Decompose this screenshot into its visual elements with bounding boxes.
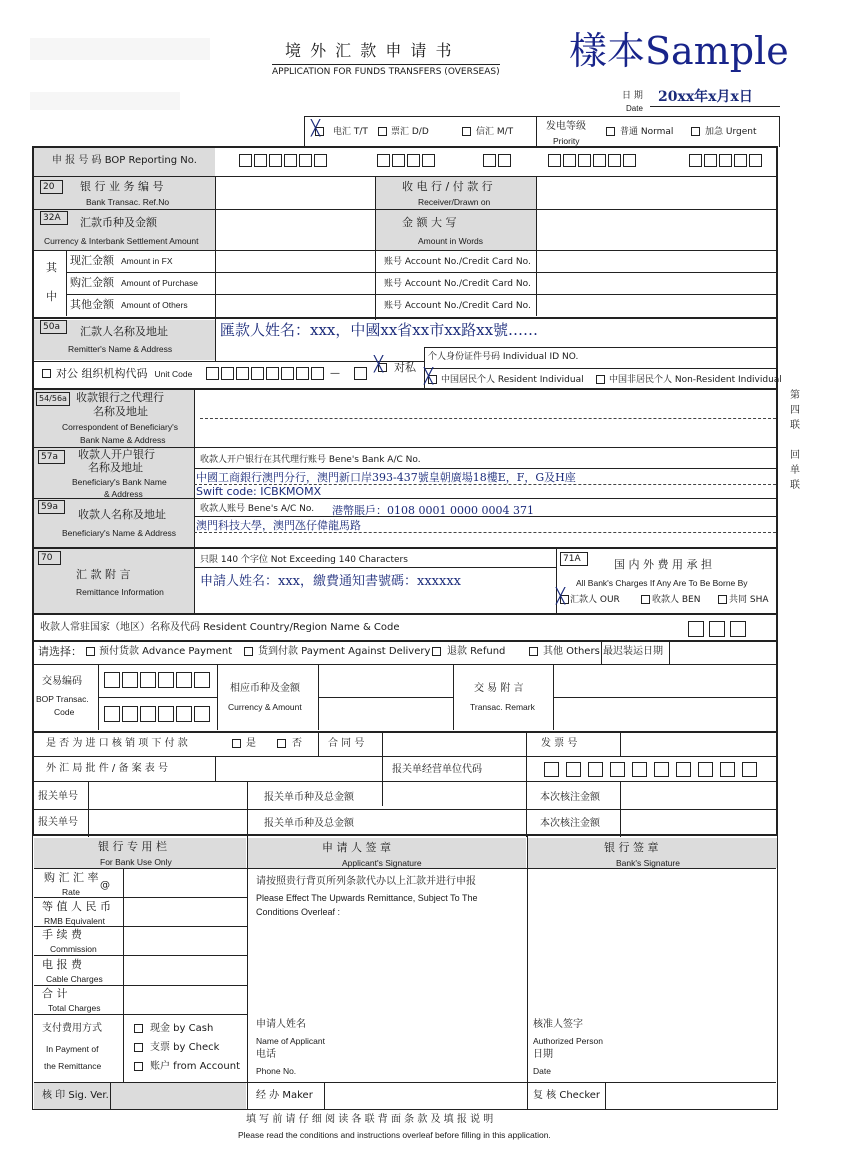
currency-label: 汇款币种及金额 [80, 216, 157, 229]
instruction-text-cn: 请按照贵行背页所列条款代办以上汇款并进行申报 [256, 876, 476, 887]
resident-checkmark: ╳ [424, 367, 434, 385]
instruction-text-en: Please Effect The Upwards Remittance, Subject To The [256, 893, 478, 903]
amount-words-label: 金 额 大 写 [402, 216, 457, 229]
id-no-label: 个人身份证件号码 Individual ID NO. [428, 352, 579, 362]
bank-sig-header: 银 行 签 章 [604, 841, 659, 854]
field-70-tag: 70 [38, 551, 61, 565]
bene-acct-value[interactable]: 港幣賬戶：0108 0001 0000 0004 371 [332, 504, 534, 517]
field-32a-tag: 32A [40, 211, 68, 225]
remittance-info-label-en: Remittance Information [76, 587, 164, 597]
choose-label: 请选择： [38, 645, 82, 658]
private-label: 对私 [394, 361, 416, 374]
customs-unit-label: 报关单经营单位代码 [392, 764, 482, 775]
purchase-amount-label: 购汇金额 Amount of Purchase [70, 276, 199, 289]
bank-date-label-en: Date [533, 1066, 551, 1076]
receiver-label: 收 电 行 / 付 款 行 [402, 180, 493, 193]
method-dd[interactable]: 票汇 D/D [391, 127, 429, 137]
char-limit-label: 只限 140 个字位 Not Exceeding 140 Characters [200, 555, 408, 565]
bank-date-label: 日期 [533, 1049, 553, 1060]
nonresident-label: 中国非居民个人 Non-Resident Individual [609, 375, 782, 385]
phone-label: 电话 [256, 1049, 276, 1060]
applicant-name-label-en: Name of Applicant [256, 1036, 325, 1046]
charges-sha[interactable]: 共同 SHA [729, 595, 769, 605]
charges-our[interactable]: 汇款人 OUR [570, 595, 620, 605]
date-value: 20xx年x月x日 [658, 89, 753, 105]
form-title-en: APPLICATION FOR FUNDS TRANSFERS (OVERSEAS) [272, 64, 500, 78]
priority-normal[interactable]: 普通 Normal [620, 127, 674, 137]
bene-bank-label-en: Beneficiary's Bank Name [72, 477, 167, 487]
priority-urgent[interactable]: 加急 Urgent [705, 127, 757, 137]
applicant-name-label: 申请人姓名 [256, 1019, 306, 1030]
declaration-no-label-1: 报关单号 [38, 791, 78, 802]
field-59a-tag: 59a [38, 500, 65, 514]
private-checkmark: ╳ [374, 355, 384, 373]
bene-bank-value[interactable]: 中國工商銀行澳門分行，澳門新口岸393-437號皇朝廣場18樓E，F，G及H座 [196, 471, 576, 484]
our-checkmark: ╳ [556, 587, 566, 605]
payment-against-delivery[interactable]: 货到付款 Payment Against Delivery [258, 646, 431, 657]
method-tt[interactable]: 电汇 T/T [333, 127, 368, 137]
remittance-info-value[interactable]: 申請人姓名：xxx，繳費通知書號碼：xxxxxx [200, 574, 461, 589]
authorized-label: 核准人签字 [533, 1019, 583, 1030]
transac-remark-label-en: Transac. Remark [470, 702, 535, 712]
applicant-sig-header-en: Applicant's Signature [342, 858, 422, 868]
safe-approval-label: 外 汇 局 批 件 / 备 案 表 号 [46, 763, 168, 774]
declaration-no-label-2: 报关单号 [38, 817, 78, 828]
charges-label-en: All Bank's Charges If Any Are To Be Borne By [576, 578, 748, 588]
bank-sig-header-en: Bank's Signature [616, 858, 680, 868]
bene-bank-acct-label: 收款人开户银行在其代理行账号 Bene's Bank A/C No. [200, 455, 421, 465]
charges-ben[interactable]: 收款人 BEN [652, 595, 701, 605]
field-50a-tag: 50a [40, 320, 67, 334]
footer-note-cn: 填 写 前 请 仔 细 阅 读 各 联 背 面 条 款 及 填 报 说 明 [246, 1114, 494, 1125]
latest-shipment-label: 最迟装运日期 [603, 646, 663, 657]
transac-remark-label: 交 易 附 言 [474, 683, 524, 694]
qi-label: 其 [46, 261, 57, 274]
field-5456-tag: 54/56a [36, 392, 70, 406]
correspondent-label-en: Correspondent of Beneficiary's [62, 422, 178, 432]
import-yes[interactable]: 是 [246, 738, 256, 749]
correspondent-label: 收款银行之代理行 [76, 391, 164, 404]
bank-ref-label: 银 行 业 务 编 号 [80, 180, 164, 193]
rmb-label-en: RMB Equivalent [44, 916, 105, 926]
remitter-label-en: Remitter's Name & Address [68, 344, 173, 354]
bank-ref-label-en: Bank Transac. Ref.No [86, 197, 170, 207]
at-icon: @ [100, 880, 110, 891]
corr-amount-label: 相应币种及金额 [230, 683, 300, 694]
field-71a-tag: 71A [560, 552, 588, 566]
total-label-en: Total Charges [48, 1003, 101, 1013]
declaration-amount-label-1: 报关单币种及总金额 [264, 792, 354, 803]
corporate-label: 对公 组织机构代码 Unit Code [56, 367, 193, 380]
resident-label: 中国居民个人 Resident Individual [441, 375, 584, 385]
country-label: 收款人常驻国家（地区）名称及代码 Resident Country/Region Name & Code [40, 622, 400, 633]
date-label-en: Date [626, 104, 643, 113]
remittance-info-label: 汇 款 附 言 [76, 568, 131, 581]
declaration-amount-label-2: 报关单币种及总金额 [264, 818, 354, 829]
invoice-label: 发 票 号 [541, 738, 578, 749]
bop-code-label-en2: Code [54, 707, 75, 717]
receiver-label-en: Receiver/Drawn on [418, 197, 491, 207]
rate-label: 购 汇 汇 率 [44, 871, 99, 884]
bene-acct-label: 收款人账号 Bene's A/C No. [200, 504, 315, 514]
corr-amount-label-en: Currency & Amount [228, 702, 302, 712]
sample-stamp: 樣本Sample [565, 28, 827, 74]
commission-label-en: Commission [50, 944, 97, 954]
applicant-sig-header: 申 请 人 签 章 [322, 841, 391, 854]
bank-use-header: 银 行 专 用 栏 [98, 840, 167, 853]
others-amount-label: 其他金额 Amount of Others [70, 298, 188, 311]
cable-label: 电 报 费 [42, 958, 82, 971]
others-option[interactable]: 其他 Others [543, 646, 600, 657]
copy-label: 第 四 联 回 单 联 [790, 390, 800, 491]
remitter-value[interactable]: 匯款人姓名：xxx，中國xx省xx市xx路xx號…… [220, 321, 539, 339]
fx-amount-label: 现汇金额 Amount in FX [70, 254, 173, 267]
contract-label: 合 同 号 [328, 738, 365, 749]
bop-reporting-label: 申 报 号 码 BOP Reporting No. [52, 155, 197, 166]
bank-use-header-en: For Bank Use Only [100, 857, 172, 867]
authorized-label-en: Authorized Person [533, 1036, 603, 1046]
amount-words-label-en: Amount in Words [418, 236, 484, 246]
cable-label-en: Cable Charges [46, 974, 103, 984]
beneficiary-label-en: Beneficiary's Name & Address [62, 528, 177, 538]
currency-label-en: Currency & Interbank Settlement Amount [44, 236, 199, 246]
write-off-label-2: 本次核注金额 [540, 818, 600, 829]
import-no[interactable]: 否 [292, 738, 302, 749]
method-mt[interactable]: 信汇 M/T [476, 127, 514, 137]
payment-method-label: 支付费用方式 [42, 1023, 102, 1034]
refund[interactable]: 退款 Refund [447, 646, 506, 657]
bene-bank-label: 收款人开户银行 [78, 448, 155, 461]
beneficiary-value[interactable]: 澳門科技大學，澳門氹仔偉龍馬路 [196, 519, 361, 532]
remitter-label: 汇款人名称及地址 [80, 325, 168, 338]
tt-checkmark: ╳ [311, 119, 321, 137]
phone-label-en: Phone No. [256, 1066, 297, 1076]
date-label: 日 期 [622, 91, 643, 101]
charges-label: 国 内 外 费 用 承 担 [614, 558, 712, 571]
form-title: 境 外 汇 款 申 请 书 [285, 41, 454, 60]
priority-label: 发电等级 [546, 121, 586, 132]
instruction-text-en2: Conditions Overleaf : [256, 907, 341, 917]
payment-method-label-en: In Payment of [46, 1044, 99, 1054]
pay-check[interactable]: 支票 by Check [150, 1042, 220, 1053]
total-label: 合 计 [42, 987, 68, 1000]
fx-account-label: 账号 Account No./Credit Card No. [384, 257, 531, 267]
import-question-label: 是 否 为 进 口 核 销 项 下 付 款 [46, 738, 188, 749]
correspondent-label-2: 名称及地址 [93, 405, 148, 418]
bop-code-label-en: BOP Transac. [36, 694, 89, 704]
pay-cash[interactable]: 现金 by Cash [150, 1023, 214, 1034]
others-account-label: 账号 Account No./Credit Card No. [384, 301, 531, 311]
field-57a-tag: 57a [38, 450, 65, 464]
bene-bank-label-en2: & Address [104, 489, 143, 499]
footer-note-en: Please read the conditions and instructions overleaf before filling in this application. [238, 1130, 551, 1140]
advance-payment[interactable]: 预付货款 Advance Payment [99, 646, 233, 657]
field-20-tag: 20 [40, 180, 63, 194]
rate-label-en: Rate [62, 887, 80, 897]
pay-account[interactable]: 账户 from Account [150, 1061, 241, 1072]
priority-label-en: Priority [553, 136, 580, 146]
purchase-account-label: 账号 Account No./Credit Card No. [384, 279, 531, 289]
maker-label: 经 办 Maker [256, 1090, 313, 1101]
beneficiary-label: 收款人名称及地址 [78, 508, 166, 521]
payment-method-label-en2: the Remittance [44, 1061, 102, 1071]
checker-label: 复 核 Checker [533, 1090, 601, 1101]
bene-bank-label-2: 名称及地址 [88, 461, 143, 474]
bop-code-label: 交易编码 [42, 676, 82, 687]
write-off-label-1: 本次核注金额 [540, 792, 600, 803]
commission-label: 手 续 费 [42, 928, 82, 941]
rmb-label: 等 值 人 民 币 [42, 900, 111, 913]
correspondent-label-en2: Bank Name & Address [80, 435, 166, 445]
zhong-label: 中 [46, 290, 57, 303]
swift-value[interactable]: Swift code: ICBKMOMX [196, 485, 322, 498]
sig-ver-label: 核 印 Sig. Ver. [42, 1090, 109, 1101]
